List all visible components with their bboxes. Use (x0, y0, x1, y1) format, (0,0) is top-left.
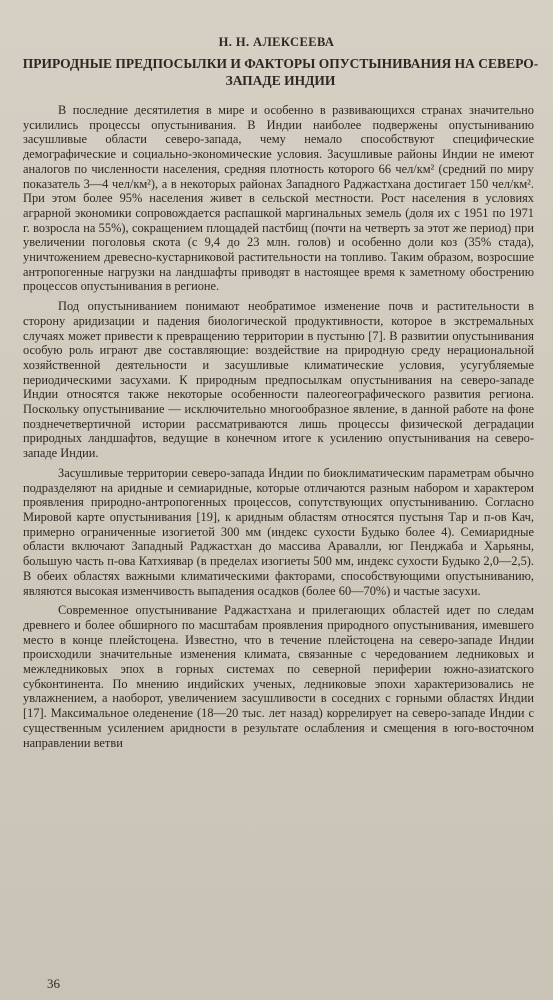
page-number: 36 (47, 976, 60, 991)
article-title: ПРИРОДНЫЕ ПРЕДПОСЫЛКИ И ФАКТОРЫ ОПУСТЫНИВАНИЯ НА СЕВЕРО-ЗАПАДЕ ИНДИИ (22, 56, 539, 88)
paragraph-3: Засушливые территории северо-запада Индии по биоклиматическим параметрам обычно подразделяют на аридные и семиаридные, которые отличаются разным набором и характером проявления природно-антропогенных процессов, сопутствующих опустыниванию. Согласно Мировой карте опустынивания [19], к аридным областям относятся пустыня Тар и п-ов Кач, примерно ограниченные изогиетой 300 мм (индекс сухости Будыко более 4). Семиаридные области включают Западный Раджастхан до массива Аравалли, юг Пенджаба и Харьяны, большую часть п-ова Катхиявар (в пределах изогиеты 500 мм, индекс сухости Будыко 2,0—2,5). В обеих областях важными климатическими факторами, способствующими опустыниванию, являются высокая изменчивость выпадения осадков (более 60—70%) и частые засухи. (23, 465, 534, 598)
author-name: Н. Н. АЛЕКСЕЕВА (218, 35, 335, 49)
article-body (23, 103, 534, 755)
paragraph-2: Под опустыниванием понимают необратимое изменение почв и растительности в сторону аридизации и падения биологической продуктивности, которое в экстремальных случаях может привести к превращению территории в пустыню [7]. В развитии опустынивания особую роль играют две составляющие: воздействие на природную среду нерациональной хозяйственной деятельности и засушливые климатические условия, усугубляемые периодическими засухами. К природным предпосылкам опустынивания на северо-западе Индии относятся также некоторые особенности палеогеографического развития региона. Поскольку опустынивание — исключительно многообразное явление, в данной работе на фоне позднечетвертичной истории рассматриваются лишь процессы физической деградации природных ландшафтов, ведущие в конечном итоге к усилению опустынивания на северо-западе Индии. (23, 299, 534, 461)
paragraph-1: В последние десятилетия в мире и особенно в развивающихся странах значительно усилились процессы опустынивания. В Индии наиболее подвержены опустыниванию засушливые области северо-запада, чему немало способствуют специфические демографические и социально-экономические условия. Засушливые районы Индии не имеют аналогов по численности населения, средняя плотность которого 66 чел/км² (средний по миру показатель 3—4 чел/км²), а в некоторых районах Западного Раджастхана достигает 150 чел/км². При этом более 95% населения живет в сельской местности. Рост населения в условиях аграрной экономики сопровождается распашкой маргинальных земель (доля их с 1951 по 1971 г. возросла на 55%), сокращением площадей пастбищ (почти на четверть за этот же период) при увеличении поголовья скота (с 9,4 до 23 млн. голов) и особенно доли коз (35% стада), уничтожением древесно-кустарниковой растительности на топливо. Таким образом, возросшие антропогенные нагрузки на ландшафты приводят в настоящее время к заметному обострению процессов опустынивания в регионе. (23, 103, 534, 294)
paragraph-4: Современное опустынивание Раджастхана и прилегающих областей идет по следам древнего и более обширного по масштабам проявления природного опустынивания, имевшего место в конце плейстоцена. Известно, что в течение плейстоцена на северо-западе Индии происходили значительные изменения климата, связанные с чередованием ледниковых и межледниковых эпох в горных системах по северной периферии южно-азиатского субконтинента. По мнению индийских ученых, ледниковые эпохи характеризовались не увлажнением, а наоборот, увеличением засушливости в соседних с горными областях Индии [17]. Максимальное оледенение (18—20 тыс. лет назад) коррелирует на северо-западе Индии с существенным усилением аридности в результате ослабления и смещения в юго-восточном направлении ветви (23, 603, 534, 750)
